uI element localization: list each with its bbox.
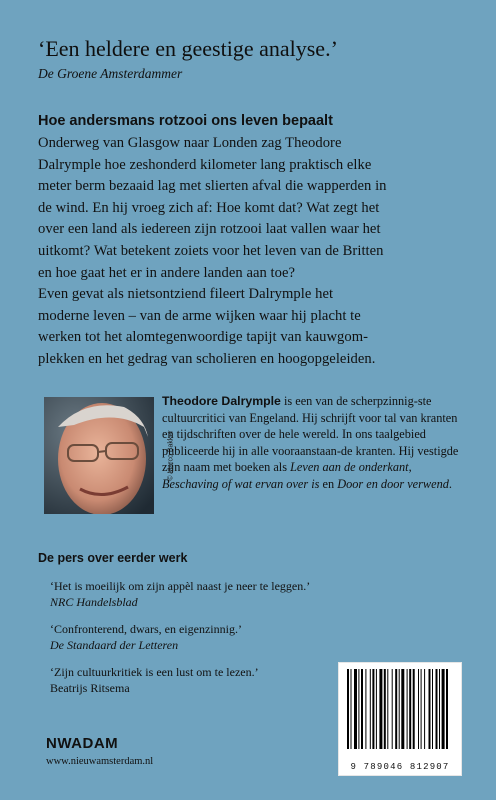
book-title: Beschaving of wat ervan over is	[162, 476, 320, 491]
press-heading: De pers over eerder werk	[38, 551, 188, 565]
blurb-line: de wind. En hij vroeg zich af: Hoe komt dat? Wat zegt het	[38, 199, 380, 216]
barcode-bar	[354, 669, 357, 749]
barcode-bar	[379, 669, 382, 749]
barcode-bar	[418, 669, 419, 749]
blurb-line: plekken en het gedrag van scholieren en hoogopgeleiden.	[38, 350, 376, 367]
barcode-bar	[372, 669, 374, 749]
barcode-bar	[413, 669, 415, 749]
cover-quote: ‘Een heldere en geestige analyse.’	[38, 36, 338, 61]
barcode-bar	[429, 669, 431, 749]
author-photo	[44, 397, 154, 514]
press-item	[50, 664, 370, 707]
isbn-barcode	[338, 662, 462, 776]
press-quotes	[50, 578, 370, 707]
barcode-bar	[401, 669, 404, 749]
book-title: Door en door verwend	[337, 476, 449, 491]
barcode-bar	[409, 669, 411, 749]
barcode-bar	[392, 669, 393, 749]
barcode-bar	[421, 669, 422, 749]
bio-text: is een van de scherpzinnig-ste cultuurcritici van Engeland. Hij schrijft voor tal van kranten en tijdschriften over de hele wereld. In ons taalgebied publiceerde hij in alle vooraanstaan-de kranten. Hij vestigde zijn naam met boeken als	[162, 394, 459, 475]
barcode-bar	[384, 669, 386, 749]
blurb-line: Dalrymple hoe zeshonderd kilometer lang praktisch elke	[38, 156, 372, 173]
barcode-bars	[345, 669, 455, 751]
book-title: Leven aan de onderkant	[290, 460, 409, 475]
barcode-bar	[399, 669, 400, 749]
press-item	[50, 621, 370, 664]
barcode-bar	[424, 669, 425, 749]
blurb-line: en hoe gaat het er in andere landen aan toe?	[38, 264, 296, 281]
press-quote: ‘Zijn cultuurkritiek is een lust om te lezen.’	[50, 665, 259, 679]
bio-conjunction: en	[319, 476, 338, 491]
bio-separator: ,	[408, 460, 412, 475]
blurb-line: Onderweg van Glasgow naar Londen zag Theodore	[38, 135, 342, 151]
isbn-number: 9 789046 812907	[350, 762, 450, 772]
barcode-bar	[439, 669, 440, 749]
barcode-bar	[446, 669, 448, 749]
blurb-line: werken tot het alomtegenwoordige tapijt van kauwgom-	[38, 329, 369, 346]
barcode-bar	[395, 669, 397, 749]
photo-credit: © Marco Bakker	[167, 430, 175, 481]
barcode-bar	[432, 669, 433, 749]
publisher-logo: NWADAM	[46, 735, 119, 752]
press-quote: ‘Het is moeilijk om zijn appèl naast je neer te leggen.’	[50, 579, 311, 593]
blurb-line: Even gevat als nietsontziend fileert Dalrymple het	[38, 286, 334, 303]
barcode-bar	[351, 669, 352, 749]
author-bio	[162, 393, 466, 493]
blurb-line: uitkomt? Wat betekent zoiets voor het leven van de Britten	[38, 242, 384, 259]
headline: Hoe andersmans rotzooi ons leven bepaalt	[38, 113, 333, 129]
press-source: De Standaard der Letteren	[50, 638, 179, 652]
cover-quote-source: De Groene Amsterdammer	[38, 66, 183, 81]
barcode-bar	[376, 669, 377, 749]
press-item	[50, 578, 370, 621]
barcode-bar	[358, 669, 359, 749]
blurb-line: over een land als iedereen zijn rotzooi laat vallen waar het	[38, 221, 381, 238]
barcode-bar	[407, 669, 408, 749]
publisher-url: www.nieuwamsterdam.nl	[46, 756, 154, 767]
bio-end: .	[448, 476, 452, 491]
barcode-bar	[442, 669, 445, 749]
press-quote: ‘Confronterend, dwars, en eigenzinnig.’	[50, 622, 242, 636]
barcode-bar	[436, 669, 438, 749]
press-source: Beatrijs Ritsema	[50, 681, 130, 695]
blurb-line: meter berm bezaaid lag met slierten afval die wapperden in	[38, 178, 387, 195]
barcode-bar	[365, 669, 366, 749]
author-name: Theodore Dalrymple	[162, 394, 281, 408]
press-source: NRC Handelsblad	[50, 595, 138, 609]
barcode-bar	[370, 669, 371, 749]
blurb	[38, 133, 478, 371]
blurb-line: moderne leven – van de arme wijken waar hij placht te	[38, 307, 361, 324]
barcode-bar	[361, 669, 363, 749]
barcode-bar	[347, 669, 349, 749]
barcode-bar	[387, 669, 388, 749]
